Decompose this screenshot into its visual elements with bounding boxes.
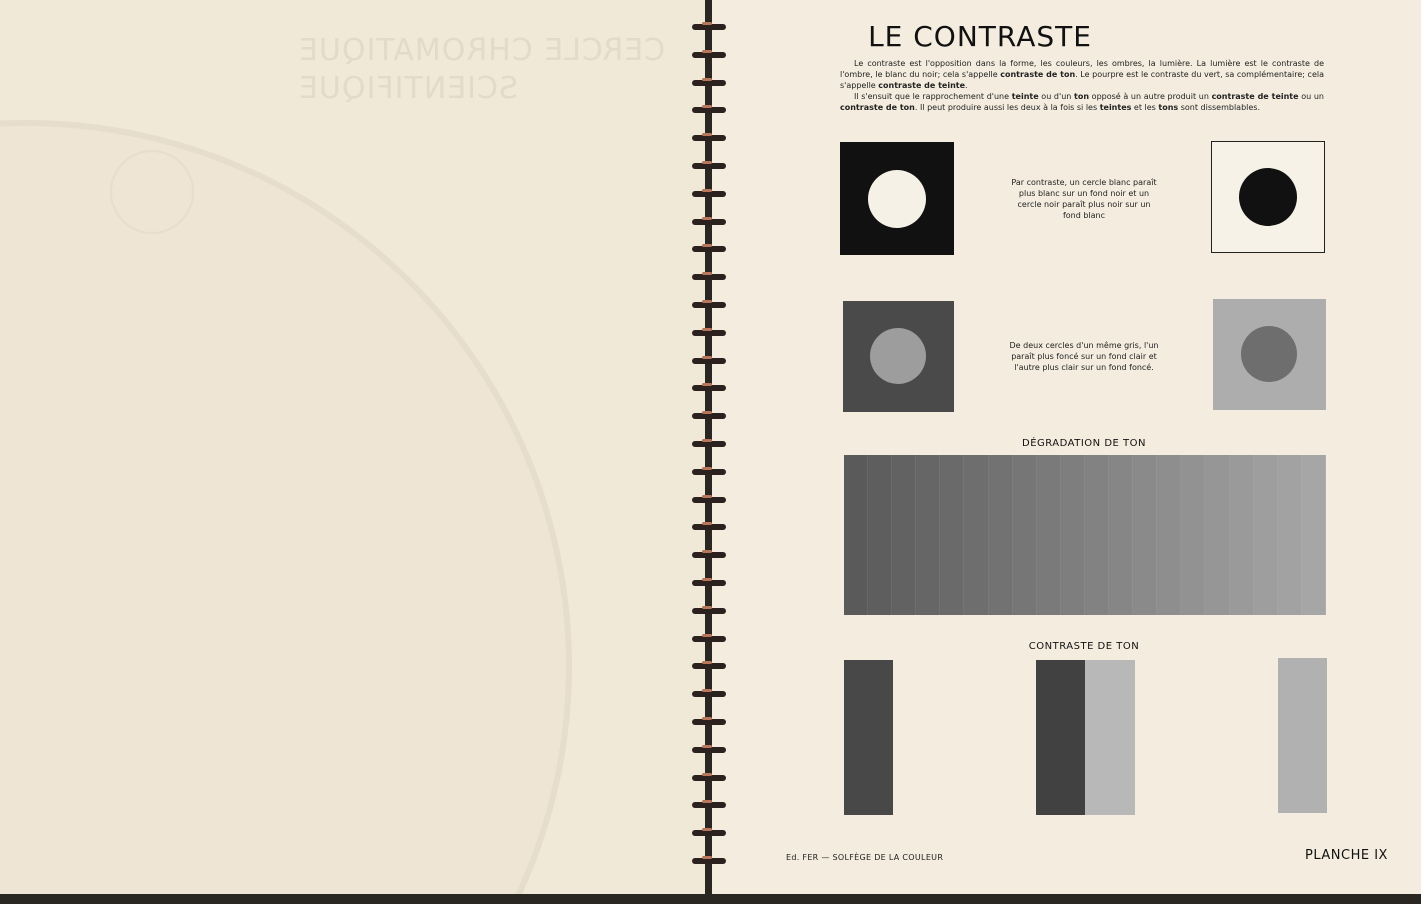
intro-term: contraste de teinte bbox=[878, 81, 966, 90]
spiral-coil bbox=[688, 328, 728, 338]
coil-highlight bbox=[702, 467, 712, 470]
gradation-step bbox=[1157, 455, 1181, 615]
spiral-coil bbox=[688, 606, 728, 616]
footer-publisher: Ed. FER — SOLFÈGE DE LA COULEUR bbox=[786, 853, 944, 862]
left-page bbox=[0, 0, 705, 894]
spiral-coil bbox=[688, 522, 728, 532]
tone-gradation-strip bbox=[844, 455, 1326, 615]
spiral-coil bbox=[688, 439, 728, 449]
intro-text-run: . Il peut produire aussi les deux à la fois si les bbox=[914, 103, 1100, 112]
gradation-step bbox=[1133, 455, 1157, 615]
intro-term: contraste de teinte bbox=[1211, 92, 1299, 101]
coil-highlight bbox=[702, 105, 712, 108]
gradation-step bbox=[1230, 455, 1254, 615]
intro-text-run: . bbox=[965, 81, 968, 90]
coil-highlight bbox=[702, 217, 712, 220]
spiral-binding bbox=[688, 22, 728, 882]
coil-highlight bbox=[702, 689, 712, 692]
intro-text-run: ou un bbox=[1298, 92, 1324, 101]
intro-text-run: Il s'ensuit que le rapprochement d'une bbox=[854, 92, 1012, 101]
coil-highlight bbox=[702, 328, 712, 331]
spiral-coil bbox=[688, 467, 728, 477]
intro-text-run: ou d'un bbox=[1038, 92, 1074, 101]
coil-highlight bbox=[702, 800, 712, 803]
spiral-coil bbox=[688, 411, 728, 421]
coil-highlight bbox=[702, 634, 712, 637]
spiral-coil bbox=[688, 773, 728, 783]
caption-white-black-contrast bbox=[1004, 177, 1164, 221]
spiral-coil bbox=[688, 217, 728, 227]
heading-contrast-de-ton: CONTRASTE DE TON bbox=[1028, 641, 1140, 652]
coil-highlight bbox=[702, 606, 712, 609]
spiral-coil bbox=[688, 578, 728, 588]
spiral-coil bbox=[688, 161, 728, 171]
coil-highlight bbox=[702, 522, 712, 525]
white-circle bbox=[868, 170, 926, 228]
coil-highlight bbox=[702, 856, 712, 859]
spiral-coil bbox=[688, 189, 728, 199]
coil-highlight bbox=[702, 272, 712, 275]
spiral-coil bbox=[688, 661, 728, 671]
intro-term: contraste de ton bbox=[1000, 70, 1076, 79]
coil-wire bbox=[692, 385, 726, 391]
intro-text-run: sont dissemblables. bbox=[1178, 103, 1261, 112]
coil-highlight bbox=[702, 78, 712, 81]
intro-term: teintes bbox=[1099, 103, 1132, 112]
gradation-step bbox=[1013, 455, 1037, 615]
spiral-coil bbox=[688, 689, 728, 699]
intro-text-run: opposé à un autre produit un bbox=[1089, 92, 1212, 101]
coil-highlight bbox=[702, 161, 712, 164]
spiral-coil bbox=[688, 244, 728, 254]
coil-wire bbox=[692, 691, 726, 697]
spiral-coil bbox=[688, 550, 728, 560]
coil-highlight bbox=[702, 356, 712, 359]
gradation-step bbox=[1061, 455, 1085, 615]
intro-text-run: et les bbox=[1131, 103, 1159, 112]
light-bar-paired bbox=[1085, 660, 1135, 815]
coil-wire bbox=[692, 107, 726, 113]
coil-highlight bbox=[702, 300, 712, 303]
coil-highlight bbox=[702, 383, 712, 386]
gradation-step bbox=[989, 455, 1013, 615]
spiral-coil bbox=[688, 634, 728, 644]
spiral-coil bbox=[688, 272, 728, 282]
ghost-text-line: CERCLE CHROMATIQUE bbox=[297, 33, 665, 68]
gradation-step bbox=[892, 455, 916, 615]
spiral-coil bbox=[688, 745, 728, 755]
coil-highlight bbox=[702, 495, 712, 498]
intro-text-run: . Le pourpre est le contraste du vert, sa complémentaire; cela s'appelle bbox=[840, 70, 1324, 90]
caption-line: De deux cercles d'un même gris, l'un bbox=[1009, 341, 1159, 350]
spiral-coil bbox=[688, 300, 728, 310]
gray-circle-on-light bbox=[1241, 326, 1297, 382]
intro-text bbox=[840, 58, 1324, 113]
plate-number: PLANCHE IX bbox=[1305, 848, 1388, 863]
coil-highlight bbox=[702, 745, 712, 748]
spiral-coil bbox=[688, 717, 728, 727]
gradation-step bbox=[844, 455, 868, 615]
coil-wire bbox=[692, 413, 726, 419]
ghost-circle-show-through bbox=[0, 120, 572, 894]
caption-line: fond blanc bbox=[1062, 211, 1106, 220]
dark-bar bbox=[844, 660, 893, 815]
coil-wire bbox=[692, 246, 726, 252]
page-title: LE CONTRASTE bbox=[868, 20, 1092, 53]
coil-highlight bbox=[702, 773, 712, 776]
coil-wire bbox=[692, 663, 726, 669]
intro-term: ton bbox=[1074, 92, 1090, 101]
coil-highlight bbox=[702, 189, 712, 192]
coil-wire bbox=[692, 802, 726, 808]
gradation-step bbox=[1037, 455, 1061, 615]
spiral-coil bbox=[688, 828, 728, 838]
ghost-small-circle bbox=[110, 150, 194, 234]
spiral-coil bbox=[688, 800, 728, 810]
black-circle bbox=[1239, 168, 1297, 226]
light-bar bbox=[1278, 658, 1327, 813]
coil-highlight bbox=[702, 133, 712, 136]
coil-highlight bbox=[702, 661, 712, 664]
spiral-coil bbox=[688, 133, 728, 143]
ghost-text-line: SCIENTIFIQUE bbox=[297, 71, 518, 106]
coil-wire bbox=[692, 274, 726, 280]
gradation-step bbox=[916, 455, 940, 615]
gradation-step bbox=[1205, 455, 1229, 615]
spiral-coil bbox=[688, 383, 728, 393]
ghost-text-show-through bbox=[298, 32, 665, 108]
caption-gray-circles bbox=[1004, 340, 1164, 373]
gradation-step bbox=[868, 455, 892, 615]
gradation-step bbox=[1181, 455, 1205, 615]
coil-wire bbox=[692, 135, 726, 141]
coil-highlight bbox=[702, 244, 712, 247]
intro-text-run: Le contraste est l'opposition dans la forme, les couleurs, les ombres, la lumière. La lumière est le contraste de l'ombre, le blanc du noir; cela s'appelle bbox=[840, 59, 1324, 79]
gradation-step bbox=[940, 455, 964, 615]
gradation-step bbox=[1278, 455, 1302, 615]
caption-line: Par contraste, un cercle blanc paraît bbox=[1011, 178, 1157, 187]
dark-bar-paired bbox=[1036, 660, 1085, 815]
caption-line: l'autre plus clair sur un fond foncé. bbox=[1014, 363, 1154, 372]
heading-gradation: DÉGRADATION DE TON bbox=[1022, 438, 1146, 449]
spiral-coil bbox=[688, 356, 728, 366]
coil-highlight bbox=[702, 828, 712, 831]
gradation-step bbox=[1254, 455, 1278, 615]
coil-highlight bbox=[702, 411, 712, 414]
spiral-coil bbox=[688, 495, 728, 505]
coil-wire bbox=[692, 524, 726, 530]
coil-highlight bbox=[702, 578, 712, 581]
spiral-coil bbox=[688, 78, 728, 88]
spiral-coil bbox=[688, 856, 728, 866]
coil-highlight bbox=[702, 550, 712, 553]
intro-term: contraste de ton bbox=[840, 103, 915, 112]
gradation-step bbox=[964, 455, 988, 615]
intro-term: teinte bbox=[1011, 92, 1039, 101]
caption-line: cercle noir paraît plus noir sur un bbox=[1017, 200, 1151, 209]
coil-highlight bbox=[702, 717, 712, 720]
intro-term: tons bbox=[1158, 103, 1179, 112]
coil-wire bbox=[692, 552, 726, 558]
gray-circle-on-dark bbox=[870, 328, 926, 384]
intro-paragraph-2 bbox=[840, 91, 1324, 113]
gradation-step bbox=[1302, 455, 1326, 615]
gradation-step bbox=[1085, 455, 1109, 615]
spiral-coil bbox=[688, 105, 728, 115]
caption-line: paraît plus foncé sur un fond clair et bbox=[1011, 352, 1157, 361]
coil-highlight bbox=[702, 439, 712, 442]
intro-paragraph-1 bbox=[840, 58, 1324, 91]
gradation-step bbox=[1109, 455, 1133, 615]
caption-line: plus blanc sur un fond noir et un bbox=[1018, 189, 1150, 198]
coil-wire bbox=[692, 830, 726, 836]
